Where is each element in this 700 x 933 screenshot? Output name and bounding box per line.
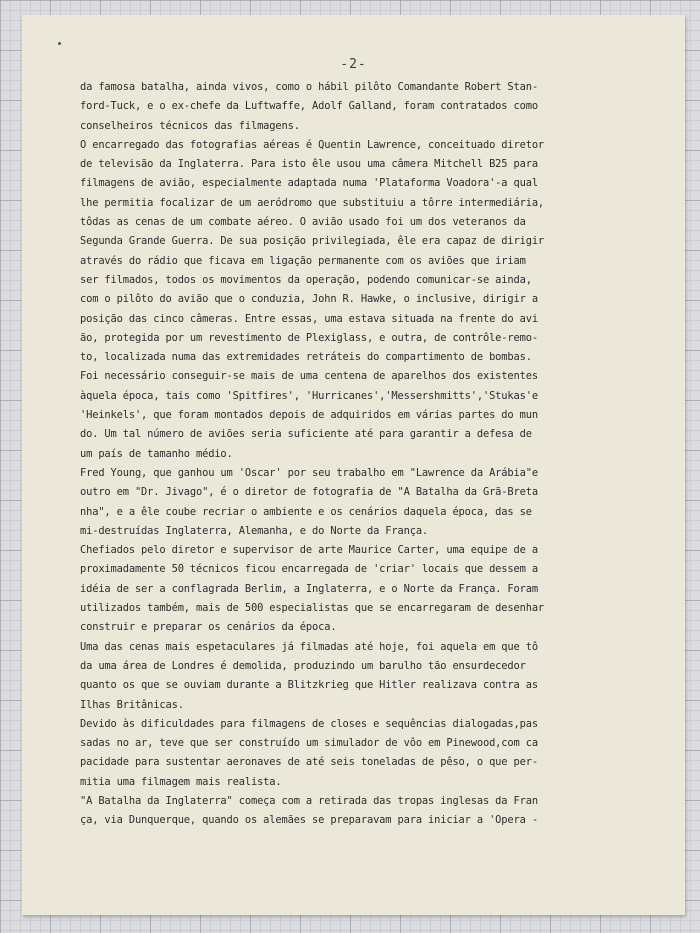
text-line: construir e preparar os cenários da época. [80,621,337,634]
text-line: mi-destruídas Inglaterra, Alemanha, e do Norte da França. [80,524,429,537]
typed-page [22,15,685,915]
text-line: de televisão da Inglaterra. Para isto êle usou uma câmera Mitchell B25 para [80,158,538,171]
text-line: "A Batalha da Inglaterra" começa com a retirada das tropas inglesas da Fran [80,794,538,807]
text-line: ser filmados, todos os movimentos da operação, podendo comunicar-se ainda, [80,273,532,286]
text-line: utilizados também, mais de 500 especialistas que se encarregaram de desenhar [80,602,545,615]
text-line: tôdas as cenas de um combate aéreo. O avião usado foi um dos veteranos da [80,216,526,229]
text-line: Chefiados pelo diretor e supervisor de arte Maurice Carter, uma equipe de a [80,544,538,557]
text-line: ça, via Dunquerque, quando os alemães se preparavam para iniciar a 'Opera - [80,814,538,827]
text-line: da uma área de Londres é demolida, produzindo um barulho tão ensurdecedor [80,659,526,672]
text-line: mitia uma filmagem mais realista. [80,775,282,788]
text-line: através do rádio que ficava em ligação permanente com os aviões que iriam [80,254,526,267]
text-line: nha", e a êle coube recriar o ambiente e os cenários daquela época, das se [80,505,532,518]
text-line: sadas no ar, teve que ser construído um simulador de vôo em Pinewood,com ca [80,737,538,750]
text-line: posição das cinco câmeras. Entre essas, uma estava situada na frente do avi [80,312,538,325]
text-line: Ilhas Britânicas. [80,698,184,711]
text-line: O encarregado das fotografias aéreas é Quentin Lawrence, conceituado diretor [80,138,545,151]
text-line: outro em "Dr. Jivago", é o diretor de fotografia de "A Batalha da Grã-Breta [80,486,538,499]
text-line: um país de tamanho médio. [80,447,233,460]
text-line: filmagens de avião, especialmente adaptada numa 'Plataforma Voadora'-a qual [80,177,538,190]
page-number: -2- [340,57,367,72]
text-line: proximadamente 50 técnicos ficou encarregada de 'criar' locais que dessem a [80,563,538,576]
typed-body-text [80,78,675,831]
text-line: idéia de ser a conflagrada Berlim, a Inglaterra, e o Norte da França. Foram [80,582,538,595]
text-line: ford-Tuck, e o ex-chefe da Luftwaffe, Adolf Galland, foram contratados como [80,100,538,113]
text-line: com o pilôto do avião que o conduzia, John R. Hawke, o inclusive, dirigir a [80,293,538,306]
text-line: Segunda Grande Guerra. De sua posição privilegiada, êle era capaz de dirigir [80,235,545,248]
text-line: Fred Young, que ganhou um 'Oscar' por seu trabalho em "Lawrence da Arábia"e [80,466,538,479]
text-line: àquela época, tais como 'Spitfires', 'Hurricanes','Messershmitts','Stukas'e [80,389,538,402]
text-line: do. Um tal número de aviões seria suficiente até para garantir a defesa de [80,428,532,441]
text-line: pacidade para sustentar aeronaves de até seis toneladas de pêso, o que per- [80,756,538,769]
text-line: lhe permitia focalizar de um aeródromo que substituiu a tôrre intermediária, [80,196,545,209]
text-line: to, localizada numa das extremidades retráteis do compartimento de bombas. [80,351,532,364]
text-line: conselheiros técnicos das filmagens. [80,119,300,132]
text-line: 'Heinkels', que foram montados depois de adquiridos em várias partes do mun [80,409,538,422]
text-line: quanto os que se ouviam durante a Blitzkrieg que Hitler realizava contra as [80,679,538,692]
text-line: ão, protegida por um revestimento de Plexiglass, e outra, de contrôle-remo- [80,331,538,344]
text-line: Foi necessário conseguir-se mais de uma centena de aparelhos dos existentes [80,370,538,383]
text-line: Devido às dificuldades para filmagens de closes e sequências dialogadas,pas [80,717,538,730]
paper-speck [58,42,61,45]
text-line: Uma das cenas mais espetaculares já filmadas até hoje, foi aquela em que tô [80,640,538,653]
text-line: da famosa batalha, ainda vivos, como o hábil pilôto Comandante Robert Stan- [80,81,538,93]
